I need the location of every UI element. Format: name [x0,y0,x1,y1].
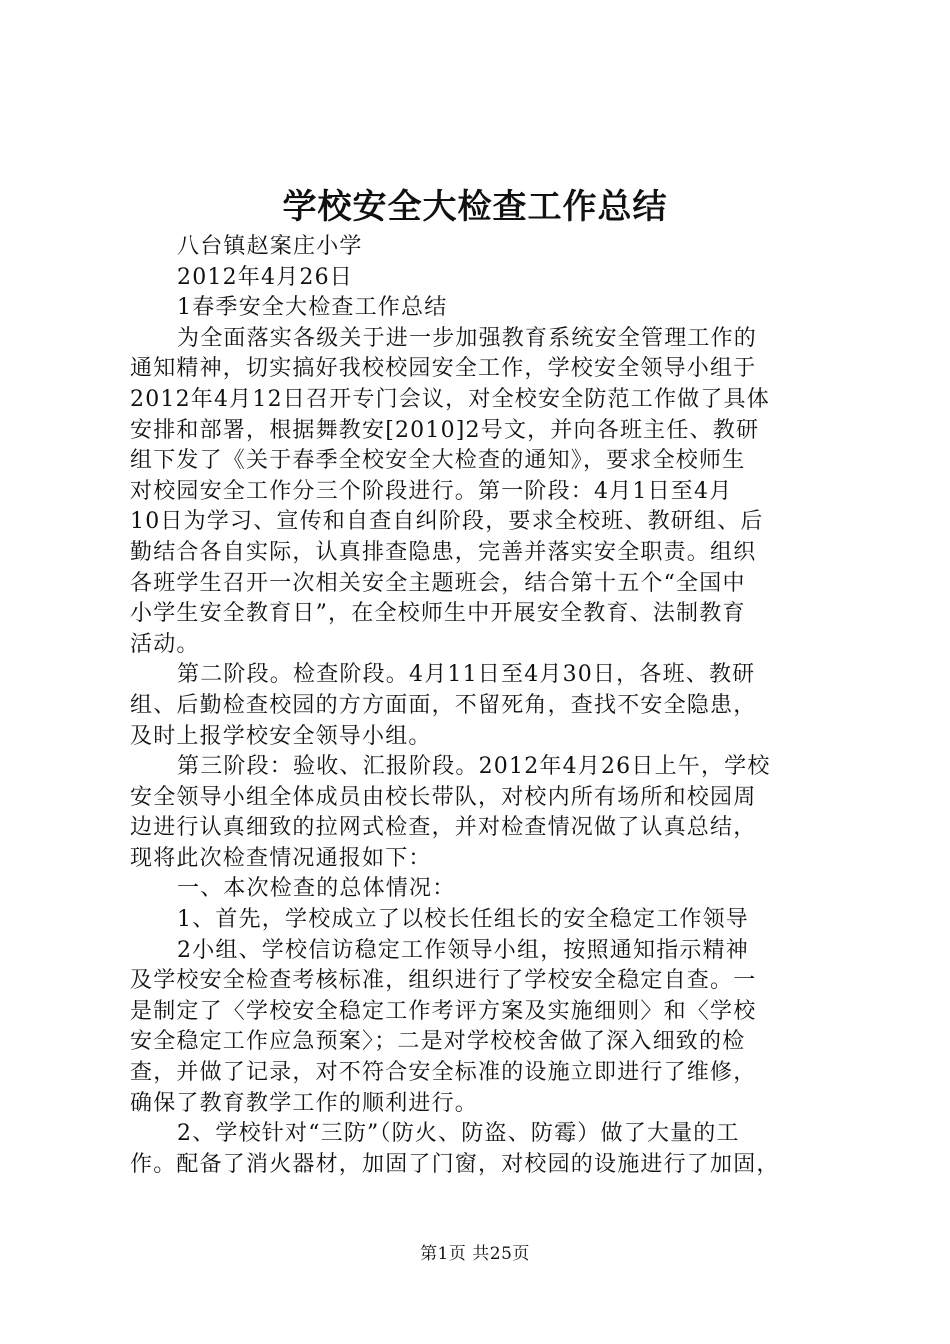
body-line: 为全面落实各级关于进一步加强教育系统安全管理工作的 [177,325,758,351]
body-line: 通知精神，切实搞好我校校园安全工作，学校安全领导小组于 [130,356,757,382]
document-body [130,232,835,1180]
body-line: 2、学校针对“三防”（防火、防盗、防霉）做了大量的工 [177,1121,740,1147]
body-line: 确保了教育教学工作的顺利进行。 [130,1090,479,1116]
body-line: 及学校安全检查考核标准，组织进行了学校安全稳定自查。一 [130,968,757,994]
body-line: 第二阶段。检查阶段。4月11日至4月30日，各班、教研 [177,662,756,688]
body-line: 勤结合各自实际，认真排查隐患，完善并落实安全职责。组织 [130,539,757,565]
document-title: 学校安全大检查工作总结 [282,187,668,227]
body-line: 小学生安全教育日”，在全校师生中开展安全教育、法制教育 [130,601,746,627]
body-line: 组、后勤检查校园的方方面面，不留死角，查找不安全隐患， [130,692,757,718]
body-line: 10日为学习、宣传和自查自纠阶段，要求全校班、教研组、后 [130,509,764,535]
body-line: 第三阶段：验收、汇报阶段。2012年4月26日上午，学校 [177,754,771,780]
body-line: 安排和部署，根据舞教安[2010]2号文，并向各班主任、教研 [130,417,760,443]
body-line: 边进行认真细致的拉网式检查，并对检查情况做了认真总结， [130,815,757,841]
body-line: 2小组、学校信访稳定工作领导小组，按照通知指示精神 [177,937,749,963]
body-line: 及时上报学校安全领导小组。 [130,723,432,749]
body-line: 八台镇赵案庄小学 [177,234,363,259]
body-line: 对校园安全工作分三个阶段进行。第一阶段：4月1日至4月 [130,478,733,504]
body-line: 2012年4月26日 [177,264,353,290]
body-line: 1春季安全大检查工作总结 [177,295,448,321]
body-line: 各班学生召开一次相关安全主题班会，结合第十五个“全国中 [130,570,746,596]
body-line: 一、本次检查的总体情况： [177,876,456,902]
body-line: 2012年4月12日召开专门会议，对全校安全防范工作做了具体 [130,386,770,412]
body-line: 作。配备了消火器材，加固了门窗，对校园的设施进行了加固， [130,1151,780,1177]
body-line: 活动。 [130,631,200,657]
body-line: 组下发了《关于春季全校安全大检查的通知》，要求全校师生 [130,448,746,474]
body-line: 是制定了〈学校安全稳定工作考评方案及实施细则〉和〈学校 [130,998,757,1024]
body-line: 1、首先，学校成立了以校长任组长的安全稳定工作领导 [177,907,749,933]
body-line: 安全稳定工作应急预案〉；二是对学校校舍做了深入细致的检 [130,1029,746,1055]
body-line: 安全领导小组全体成员由校长带队，对校内所有场所和校园周 [130,784,757,810]
body-line: 查，并做了记录，对不符合安全标准的设施立即进行了维修， [130,1060,757,1086]
body-line: 现将此次检查情况通报如下： [130,845,432,871]
page-footer: 第1页 共25页 [420,1244,530,1264]
